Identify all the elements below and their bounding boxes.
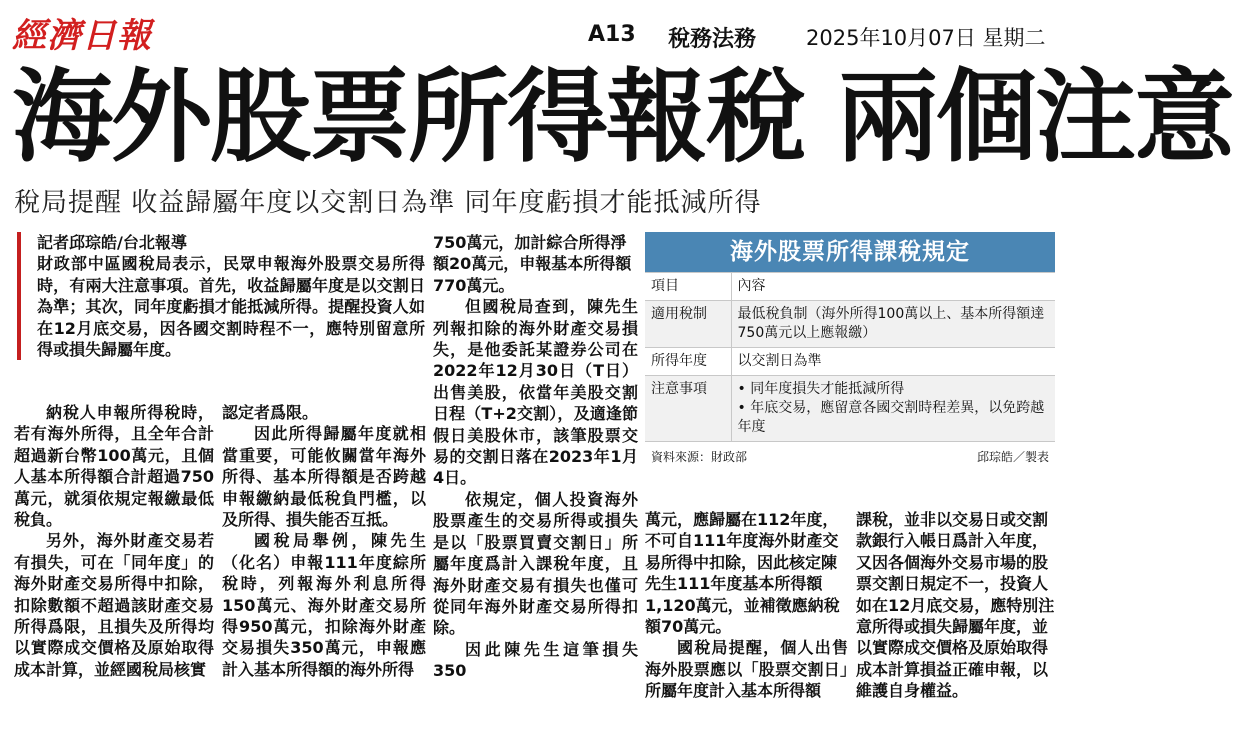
table-cell-key: 適用稅制	[645, 301, 731, 348]
newspaper-logo: 經濟日報	[12, 16, 152, 56]
info-table	[645, 272, 1055, 442]
info-box-title: 海外股票所得課稅規定	[645, 232, 1055, 272]
byline: 記者邱琮皓/台北報導	[37, 233, 187, 252]
table-cell-value: 以交割日為準	[731, 348, 1055, 376]
article-paragraph: 但國稅局查到，陳先生列報扣除的海外財產交易損失，是他委託某證券公司在2022年12月30日（T日）出售美股，依當年美股交割日程（T+2交割），及適逢節假日美股休市，該筆股票交易的交割日落在2023年1月4日。	[433, 297, 638, 488]
table-row	[645, 376, 1055, 442]
table-cell-value	[731, 376, 1055, 442]
table-cell-key: 所得年度	[645, 348, 731, 376]
section-name: 稅務法務	[668, 27, 757, 52]
lead-paragraph	[17, 232, 425, 360]
article-paragraph-continued: 認定者爲限。	[222, 403, 319, 422]
article-paragraph-continued: 萬元，應歸屬在112年度，不可自111年度海外財產交易所得中扣除，因此核定陳先生111年度基本所得額1,120萬元，並補徵應納稅額70萬元。	[645, 510, 840, 637]
article-paragraph: 依規定，個人投資海外股票產生的交易所得或損失是以「股票買賣交割日」所屬年度爲計入課稅年度，且海外財產交易有損失也僅可從同年海外財產交易所得扣除。	[433, 489, 638, 638]
masthead	[0, 0, 1070, 58]
table-row	[645, 348, 1055, 376]
article-paragraph: 另外，海外財產交易若有損失，可在「同年度」的海外財產交易所得中扣除，扣除數額不超過該財產交易所得爲限，且損失及所得均以實際成交價格及原始取得成本計算，並經國稅局核實	[14, 531, 214, 679]
article-paragraph: 國稅局提醒，個人出售海外股票應以「股票交割日」所屬年度計入基本所得額	[645, 638, 848, 701]
article-paragraph: 納稅人申報所得稅時，若有海外所得，且全年合計超過新台幣100萬元，且個人基本所得額合計超過750萬元，就須依規定報繳最低稅負。	[14, 403, 214, 530]
article-column-3	[433, 232, 638, 682]
note-item: • 年底交易，應留意各國交割時程差異，以免跨越年度	[737, 400, 1045, 435]
info-box	[645, 232, 1055, 488]
subheadline: 稅局提醒 收益歸屬年度以交割日為準 同年度虧損才能抵減所得	[14, 188, 762, 218]
table-credit: 邱琮皓／製表	[976, 450, 1049, 464]
lead-text: 財政部中區國稅局表示，民眾申報海外股票交易所得時，有兩大注意事項。首先，收益歸屬年度是以交割日為準；其次，同年度虧損才能抵減所得。提醒投資人如在12月底交易，因各國交割時程不一，應特別留意所得或損失歸屬年度。	[37, 254, 425, 360]
article-paragraph-continued: 750萬元，加計綜合所得淨額20萬元，申報基本所得額770萬元。	[433, 233, 632, 295]
table-header-item: 項目	[645, 273, 731, 301]
article-paragraph: 因此所得歸屬年度就相當重要，可能攸關當年海外所得、基本所得額是否跨越申報繳納最低稅負門檻，以及所得、損失能否互抵。	[222, 424, 426, 530]
table-cell-key: 注意事項	[645, 376, 731, 442]
table-row	[645, 301, 1055, 348]
table-header-content: 內容	[731, 273, 1055, 301]
table-header-row	[645, 273, 1055, 301]
article-paragraph: 因此陳先生這筆損失350	[433, 639, 638, 681]
article-column-1	[14, 402, 214, 680]
article-column-5	[856, 509, 1060, 702]
table-cell-value: 最低稅負制（海外所得100萬以上、基本所得額達750萬元以上應報繳）	[731, 301, 1055, 348]
publication-date: 2025年10月07日 星期二	[806, 26, 1046, 50]
article-column-2	[222, 402, 426, 680]
data-source: 資料來源：財政部	[651, 450, 748, 464]
page-number: A13	[588, 22, 636, 47]
article-paragraph-continued: 課稅，並非以交易日或交割款銀行入帳日爲計入年度，又因各個海外交易市場的股票交割日規定不一，投資人如在12月底交易，應特別注意所得或損失歸屬年度，並以實際成交價格及原始取得成本計算損益正確申報，以維護自身權益。	[856, 510, 1055, 701]
note-item: • 同年度損失才能抵減所得	[737, 381, 905, 397]
article-column-4	[645, 509, 848, 702]
article-paragraph: 國稅局舉例，陳先生（化名）申報111年度綜所稅時，列報海外利息所得150萬元、海外財產交易所得950萬元，扣除海外財產交易損失350萬元，申報應計入基本所得額的海外所得	[222, 531, 426, 679]
info-box-footer	[645, 442, 1055, 465]
headline: 海外股票所得報稅 兩個注意	[12, 58, 1233, 176]
